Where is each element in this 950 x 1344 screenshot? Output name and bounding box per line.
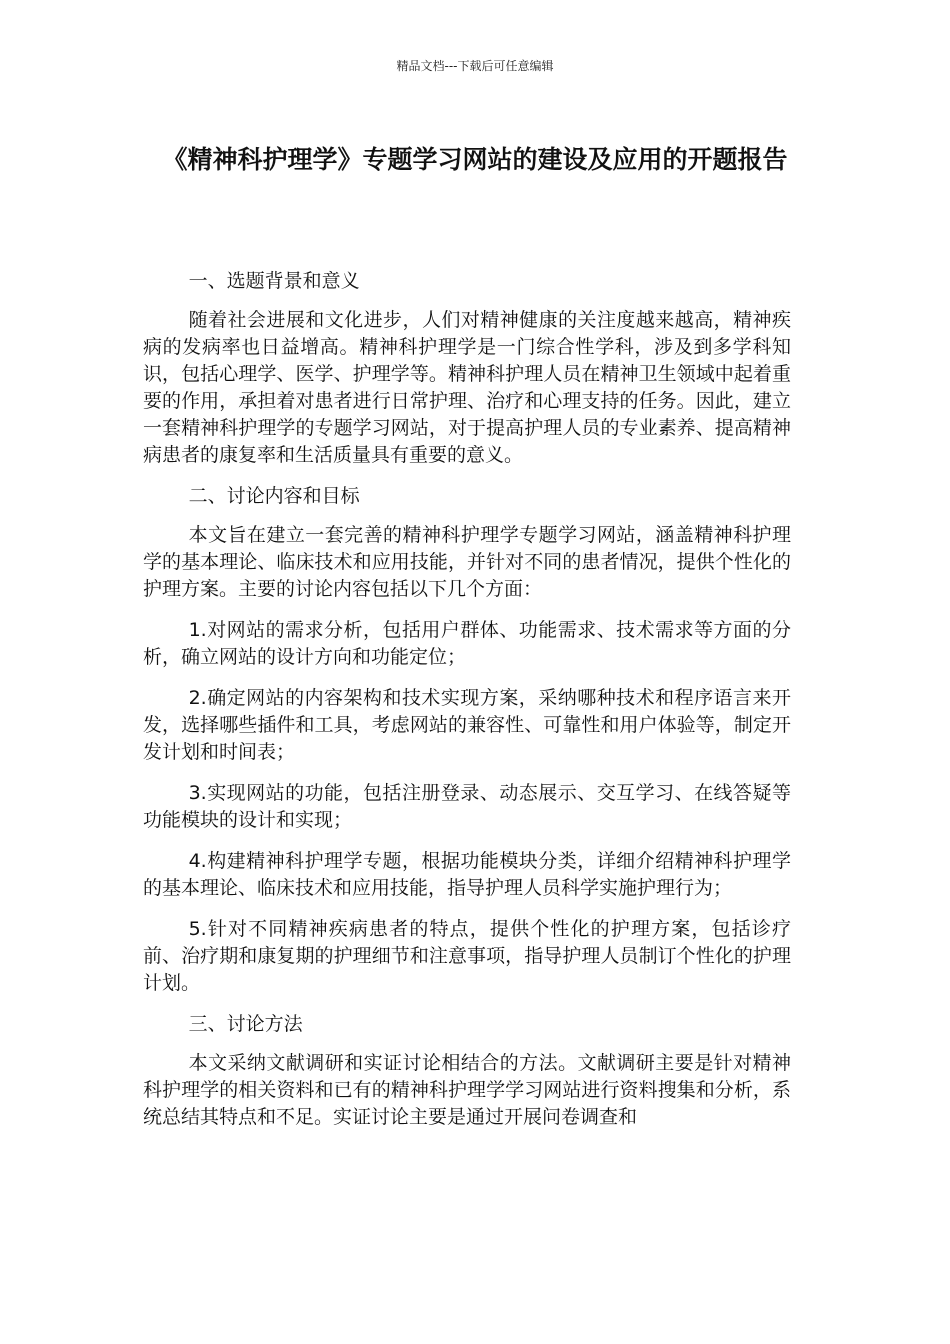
list-item-4: 4.构建精神科护理学专题，根据功能模块分类，详细介绍精神科护理学的基本理论、临床技术和应用技能，指导护理人员科学实施护理行为； [143, 850, 791, 899]
list-item-1: 1.对网站的需求分析，包括用户群体、功能需求、技术需求等方面的分析，确立网站的设计方向和功能定位； [143, 619, 791, 668]
list-item-2: 2.确定网站的内容架构和技术实现方案，采纳哪种技术和程序语言来开发，选择哪些插件和工具，考虑网站的兼容性、可靠性和用户体验等，制定开发计划和时间表； [143, 687, 791, 763]
page-header-note: 精品文档---下载后可任意编辑 [396, 59, 554, 73]
section-heading-background: 一、选题背景和意义 [188, 270, 360, 292]
document-title: 《精神科护理学》专题学习网站的建设及应用的开题报告 [162, 145, 788, 174]
section-heading-methods: 三、讨论方法 [188, 1013, 303, 1035]
list-item-5: 5.针对不同精神疾病患者的特点，提供个性化的护理方案，包括诊疗前、治疗期和康复期的护理细节和注意事项，指导护理人员制订个性化的护理计划。 [143, 918, 791, 994]
paragraph-content-intro: 本文旨在建立一套完善的精神科护理学专题学习网站，涵盖精神科护理学的基本理论、临床技术和应用技能，并针对不同的患者情况，提供个性化的护理方案。主要的讨论内容包括以下几个方面： [143, 524, 791, 600]
document-body [143, 268, 791, 1145]
section-heading-content-goals: 二、讨论内容和目标 [188, 485, 360, 507]
paragraph-methods: 本文采纳文献调研和实证讨论相结合的方法。文献调研主要是针对精神科护理学的相关资料和已有的精神科护理学学习网站进行资料搜集和分析，系统总结其特点和不足。实证讨论主要是通过开展问卷调查和 [143, 1052, 791, 1128]
paragraph-background: 随着社会进展和文化进步，人们对精神健康的关注度越来越高，精神疾病的发病率也日益增高。精神科护理学是一门综合性学科，涉及到多学科知识，包括心理学、医学、护理学等。精神科护理人员在精神卫生领域中起着重要的作用，承担着对患者进行日常护理、治疗和心理支持的任务。因此，建立一套精神科护理学的专题学习网站，对于提高护理人员的专业素养、提高精神病患者的康复率和生活质量具有重要的意义。 [143, 309, 791, 466]
list-item-3: 3.实现网站的功能，包括注册登录、动态展示、交互学习、在线答疑等功能模块的设计和实现； [143, 782, 791, 831]
